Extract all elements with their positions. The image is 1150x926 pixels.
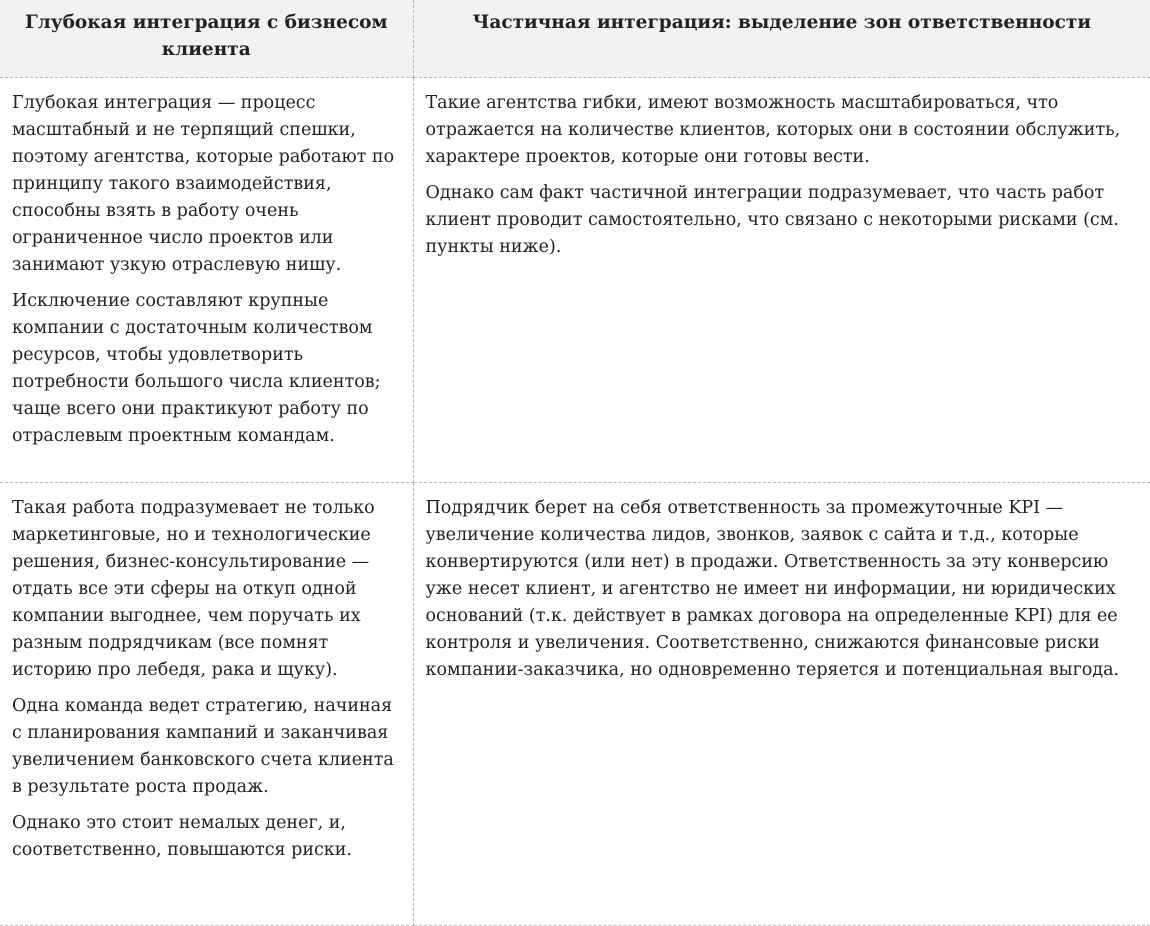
paragraph: Однако сам факт частичной интеграции подразумевает, что часть работ клиент проводит самостоятельно, что связано с некоторыми рисками (см. пункты ниже).: [425, 182, 1119, 257]
paragraph: Однако это стоит немалых денег, и, соответственно, повышаются риски.: [12, 812, 352, 860]
cell-deep-integration: [0, 482, 413, 925]
cell-partial-integration: [413, 482, 1150, 925]
cell-deep-integration: [0, 77, 413, 482]
cell-partial-integration: [413, 77, 1150, 482]
header-row: [0, 0, 1150, 77]
paragraph: Такие агентства гибки, имеют возможность масштабироваться, что отражается на количестве клиентов, которых они в состоянии обслужить, характере проектов, которые они готовы вести.: [425, 92, 1121, 167]
header-deep-integration: Глубокая интеграция с бизнесом клиента: [0, 0, 413, 77]
paragraph: Одна команда ведет стратегию, начиная с планирования кампаний и заканчивая увеличением банковского счета клиента в результате роста продаж.: [12, 695, 394, 797]
paragraph: Подрядчик берет на себя ответственность за промежуточные KPI — увеличение количества лидов, звонков, заявок с сайта и т.д., которые конвертируются (или нет) в продажи. Ответственность за эту конверсию уже несет клиент, и агентство не имеет ни информации, ни юридических оснований (т.к. действует в рамках договора на определенные KPI) для ее контроля и увеличения. Соответственно, снижаются финансовые риски компании-заказчика, но одновременно теряется и потенциальная выгода.: [425, 497, 1120, 680]
table-row: [0, 77, 1150, 482]
paragraph: Такая работа подразумевает не только маркетинговые, но и технологические решения, бизнес-консультирование — отдать все эти сферы на откуп одной компании выгоднее, чем поручать их разным подрядчикам (все помнят историю про лебедя, рака и щуку).: [12, 497, 375, 680]
paragraph: Глубокая интеграция — процесс масштабный и не терпящий спешки, поэтому агентства, которые работают по принципу такого взаимодействия, способны взять в работу очень ограниченное число проектов или занимают узкую отраслевую нишу.: [12, 92, 395, 275]
header-partial-integration: Частичная интеграция: выделение зон ответственности: [413, 0, 1150, 77]
table-row: [0, 482, 1150, 925]
paragraph: Исключение составляют крупные компании с достаточным количеством ресурсов, чтобы удовлетворить потребности большого числа клиентов; чаще всего они практикуют работу по отраслевым проектным командам.: [12, 290, 381, 446]
